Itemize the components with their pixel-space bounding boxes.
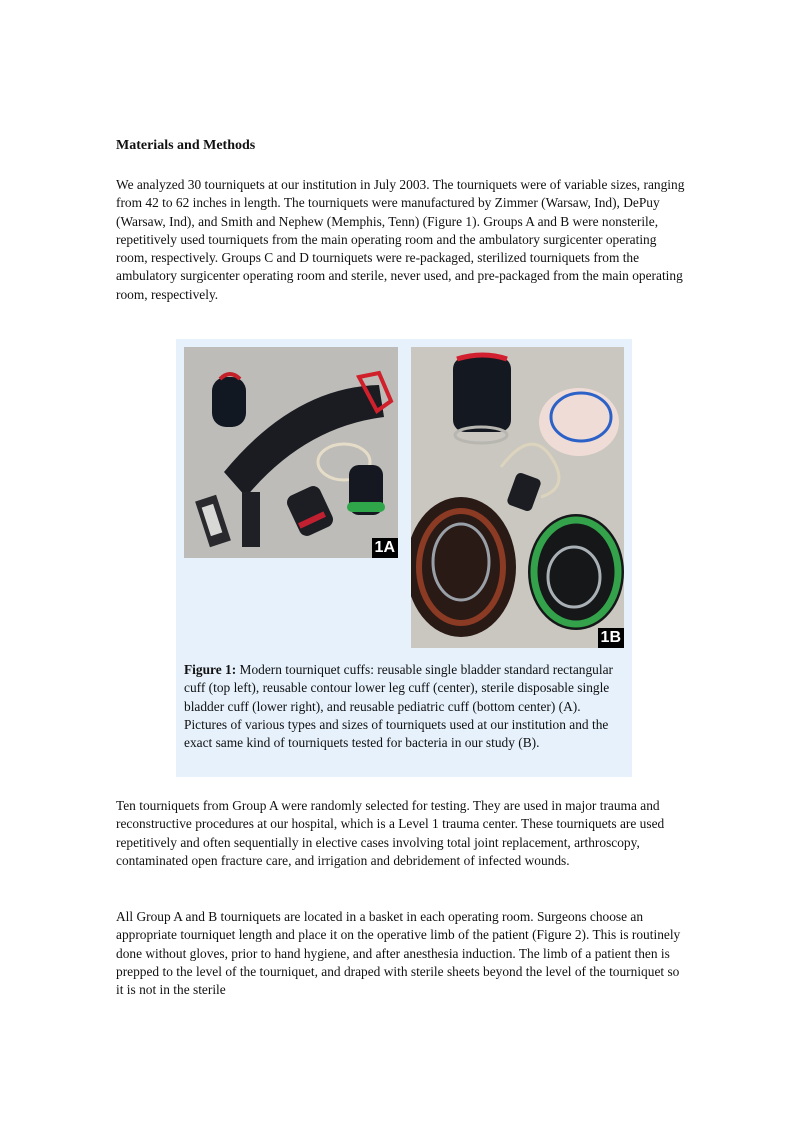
figure-label-1a: 1A [372,538,398,558]
figure-1 [176,339,632,777]
paragraph-placement: All Group A and B tourniquets are located in a basket in each operating room. Surgeons choose an appropriate tourniquet length and place it on the operative limb of the patient (Figure 2). This is routinely done without gloves, prior to hand hygiene, and after anesthesia induction. The limb of a patient then is prepped to the level of the tourniquet, and draped with sterile sheets beyond the level of the tourniquet so it is not in the sterile [116,909,681,998]
photo-a-illustration [184,347,398,558]
figure-label-1b: 1B [598,628,624,648]
paragraph-group-a: Ten tourniquets from Group A were randomly selected for testing. They are used in major trauma and reconstructive procedures at our hospital, which is a Level 1 trauma center. These tourniquets are used repetitively and often sequentially in elective cases involving total joint replacement, arthroscopy, contaminated open fracture care, and irrigation and debridement of infected wounds. [116,798,665,868]
photo-b-illustration [411,347,624,648]
figure-caption-text: Modern tourniquet cuffs: reusable single bladder standard rectangular cuff (top left), reusable contour lower leg cuff (center), sterile disposable single bladder cuff (lower right), and reusable pediatric cuff (bottom center) (A). Pictures of various types and sizes of tourniquets used at our institution and the exact same kind of tourniquets tested for bacteria in our study (B). [184,662,613,751]
photo-tourniquet-cuffs-a [184,347,398,558]
figure-caption [184,661,624,752]
section-heading: Materials and Methods [116,138,256,153]
paragraph-materials: We analyzed 30 tourniquets at our institution in July 2003. The tourniquets were of variable sizes, ranging from 42 to 62 inches in length. The tourniquets were manufactured by Zimmer (Warsaw, Ind), DePuy (Warsaw, Ind), and Smith and Nephew (Memphis, Tenn) (Figure 1). Groups A and B were nonsterile, repetitively used tourniquets from the main operating room and the ambulatory surgicenter operating room, respectively. Groups C and D tourniquets were re-packaged, sterilized tourniquets from the ambulatory surgicenter operating room and sterile, never used, and pre-packaged from the main operating room, respectively. [116,177,685,302]
photo-tourniquets-b [411,347,624,648]
figure-caption-prefix: Figure 1: [184,662,237,677]
